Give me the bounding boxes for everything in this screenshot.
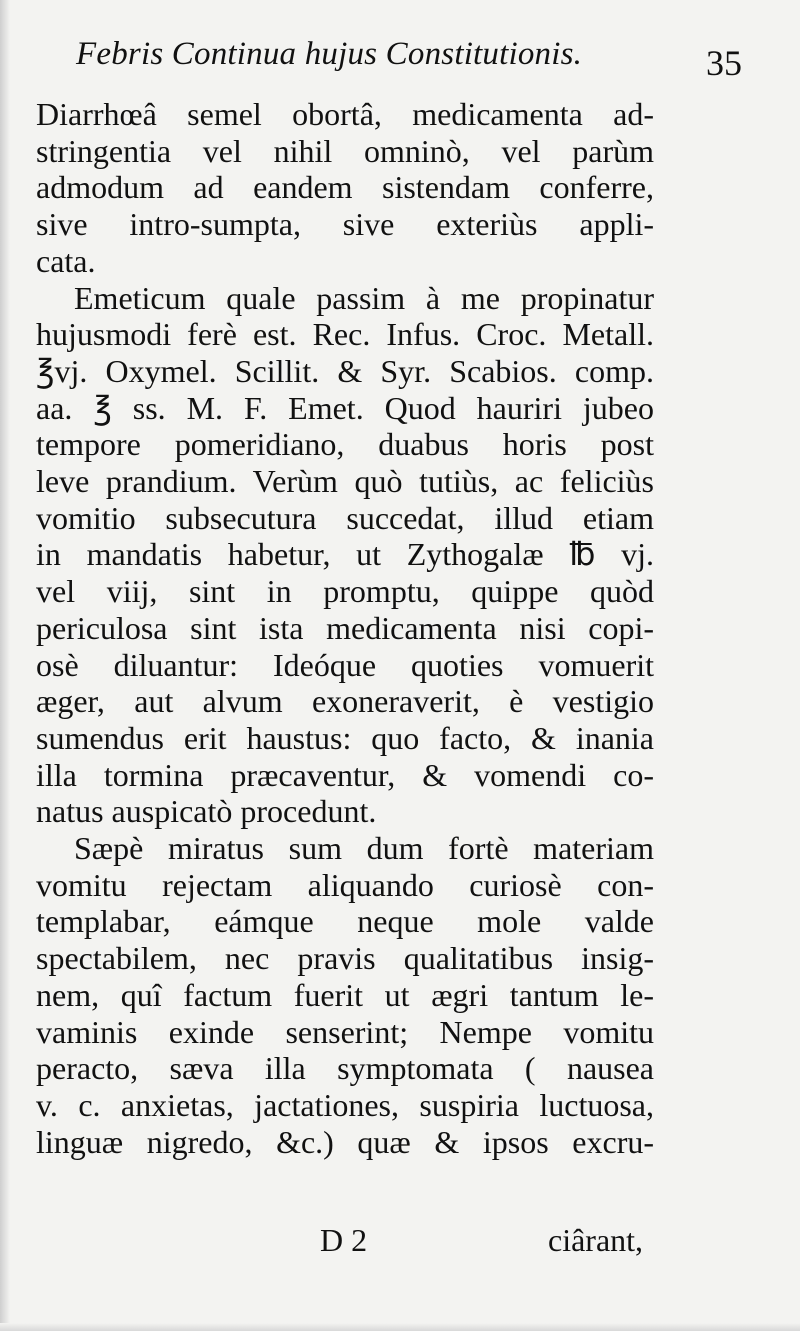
text-line: natus auspicatò procedunt. [36,793,377,830]
text-line: vomitio subsecutura succedat, illud etiam [36,499,654,536]
page-bottom-edge [0,1323,800,1331]
text-line: osè diluantur: Ideóque quoties vomuerit [36,646,654,683]
text-line: vomitu rejectam aliquando curiosè con- [36,866,654,903]
text-line: in mandatis habetur, ut Zythogalæ ℔ vj. [36,536,654,573]
text-line: spectabilem, nec pravis qualitatibus insig- [36,940,654,977]
body-text [36,96,654,1160]
text-line: nem, quî factum fuerit ut ægri tantum le- [36,976,654,1013]
text-line: Diarrhœâ semel obortâ, medicamenta ad- [36,96,654,132]
text-line: cata. [36,242,96,279]
text-line: tempore pomeridiano, duabus horis post [36,426,654,463]
text-line: v. c. anxietas, jactationes, suspiria luctuosa, [36,1086,654,1123]
text-line: stringentia vel nihil omninò, vel parùm [36,132,654,169]
page-footer [0,1222,800,1262]
text-line: periculosa sint ista medicamenta nisi copi- [36,609,654,646]
text-line: linguæ nigredo, &c.) quæ & ipsos excru- [36,1123,654,1160]
running-head: Febris Continua hujus Constitutionis. [76,36,583,72]
text-line: Emeticum quale passim à me propinatur [74,279,654,316]
text-line: hujusmodi ferè est. Rec. Infus. Croc. Metall. [36,316,654,353]
page-gutter-shadow [0,0,10,1331]
text-line: admodum ad eandem sistendam conferre, [36,169,654,206]
text-line: peracto, sæva illa symptomata ( nausea [36,1050,654,1087]
text-line: aa. ℥ ss. M. F. Emet. Quod hauriri jubeo [36,389,654,426]
text-line: leve prandium. Verùm quò tutiùs, ac feliciùs [36,463,654,500]
text-line: sumendus erit haustus: quo facto, & inania [36,719,654,756]
text-line: illa tormina præcaventur, & vomendi co- [36,756,654,793]
page-number: 35 [706,43,742,83]
text-line: sive intro-sumpta, sive exteriùs appli- [36,206,654,243]
signature-mark: D 2 [320,1222,368,1258]
text-line: ℥vj. Oxymel. Scillit. & Syr. Scabios. comp. [36,352,654,389]
text-line: vaminis exinde senserint; Nempe vomitu [36,1013,654,1050]
text-line: vel viij, sint in promptu, quippe quòd [36,573,654,610]
text-line: templabar, eámque neque mole valde [36,903,654,940]
catchword: ciârant, [548,1222,644,1258]
text-line: Sæpè miratus sum dum fortè materiam [74,830,654,867]
text-line: æger, aut alvum exoneraverit, è vestigio [36,683,654,720]
